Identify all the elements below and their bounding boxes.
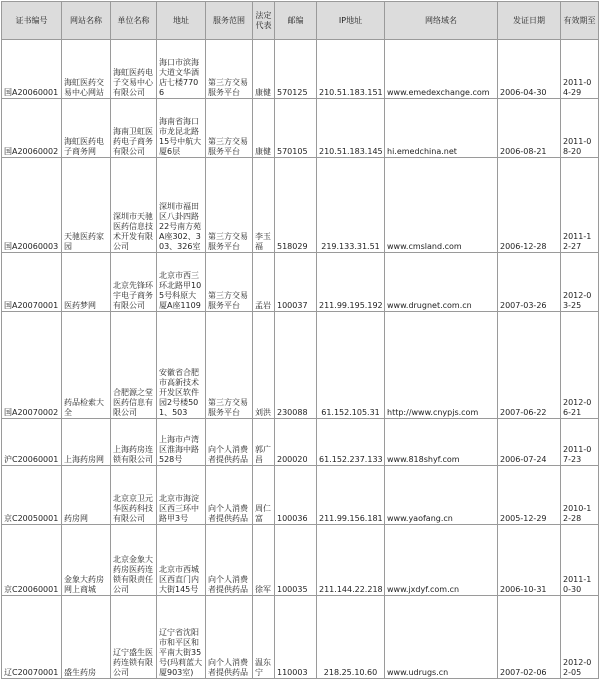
cell-company: 北京金象大药房医药连锁有限责任公司 (111, 525, 157, 596)
cell-legal-rep: 徐军 (253, 525, 275, 596)
cell-zip: 100037 (275, 253, 317, 312)
cell-scope: 向个人消费者提供药品 (206, 466, 253, 525)
table-row (2, 596, 599, 679)
col-header-company: 单位名称 (111, 2, 157, 40)
cell-domain: www.drugnet.com.cn (385, 253, 498, 312)
cell-valid-until: 2012-02-05 (561, 596, 599, 679)
cell-company: 合肥源之堂医药信息有限公司 (111, 312, 157, 419)
cell-legal-rep: 温东宁 (253, 596, 275, 679)
cell-zip: 570125 (275, 40, 317, 99)
cell-company: 北京京卫元华医药科技有限公司 (111, 466, 157, 525)
cell-zip: 100036 (275, 466, 317, 525)
col-header-valid-until: 有效期至 (561, 2, 599, 40)
cell-cert-no: 国A20060003 (2, 158, 62, 253)
table-row (2, 525, 599, 596)
cell-zip: 110003 (275, 596, 317, 679)
table-row (2, 419, 599, 466)
cell-issue-date: 2006-04-30 (498, 40, 561, 99)
cell-site-name: 盛生药房 (62, 596, 111, 679)
cell-company: 海虹医药电子交易中心有限公司 (111, 40, 157, 99)
cell-address: 海南省海口市龙昆北路15号中航大厦6层 (157, 99, 206, 158)
cell-domain: www.jxdyf.com.cn (385, 525, 498, 596)
table-row (2, 158, 599, 253)
cell-scope: 向个人消费者提供药品 (206, 419, 253, 466)
cell-legal-rep: 康健 (253, 40, 275, 99)
cell-valid-until: 2011-07-23 (561, 419, 599, 466)
cell-site-name: 海虹医药电子商务网 (62, 99, 111, 158)
cell-legal-rep: 孟岩 (253, 253, 275, 312)
cell-zip: 230088 (275, 312, 317, 419)
certificate-table (1, 1, 599, 679)
cell-valid-until: 2011-08-20 (561, 99, 599, 158)
cell-address: 辽宁省沈阳市和平区和平南大街35号(玛莉蓝大厦903室) (157, 596, 206, 679)
cell-company: 深圳市天驰医药信息技术开发有限公司 (111, 158, 157, 253)
cell-site-name: 海虹医药交易中心网站 (62, 40, 111, 99)
cell-site-name: 药房网 (62, 466, 111, 525)
cell-zip: 518029 (275, 158, 317, 253)
cell-issue-date: 2006-08-21 (498, 99, 561, 158)
cell-domain: www.818shyf.com (385, 419, 498, 466)
cell-legal-rep: 刘洪 (253, 312, 275, 419)
cell-issue-date: 2006-07-24 (498, 419, 561, 466)
cell-scope: 第三方交易服务平台 (206, 158, 253, 253)
cell-address: 北京市海淀区西三环中路甲3号 (157, 466, 206, 525)
cell-zip: 100035 (275, 525, 317, 596)
table-row (2, 312, 599, 419)
cell-ip: 219.133.31.51 (317, 158, 385, 253)
cell-legal-rep: 李玉福 (253, 158, 275, 253)
cell-scope: 第三方交易服务平台 (206, 99, 253, 158)
cell-issue-date: 2006-10-31 (498, 525, 561, 596)
cell-domain: www.udrugs.cn (385, 596, 498, 679)
cell-address: 海口市滨海大道文华酒店七楼7706 (157, 40, 206, 99)
col-header-legal-rep: 法定代表 (253, 2, 275, 40)
cell-scope: 第三方交易服务平台 (206, 312, 253, 419)
cell-issue-date: 2006-12-28 (498, 158, 561, 253)
cell-company: 北京先锋环宇电子商务有限公司 (111, 253, 157, 312)
col-header-domain: 网络域名 (385, 2, 498, 40)
cell-cert-no: 国A20060001 (2, 40, 62, 99)
cell-domain: hi.emedchina.net (385, 99, 498, 158)
cell-scope: 向个人消费者提供药品 (206, 525, 253, 596)
cell-address: 北京市西城区西直门内大街145号 (157, 525, 206, 596)
cell-ip: 61.152.237.133 (317, 419, 385, 466)
cell-ip: 211.99.195.192 (317, 253, 385, 312)
cell-cert-no: 京C20050001 (2, 466, 62, 525)
header-row (2, 2, 599, 40)
cell-zip: 570105 (275, 99, 317, 158)
cell-ip: 218.25.10.60 (317, 596, 385, 679)
col-header-zip: 邮编 (275, 2, 317, 40)
cell-domain: www.cmsland.com (385, 158, 498, 253)
cell-legal-rep: 周仁富 (253, 466, 275, 525)
cell-company: 海南卫虹医药电子商务有限公司 (111, 99, 157, 158)
cell-site-name: 金象大药房网上商城 (62, 525, 111, 596)
cell-domain: www.yaofang.cn (385, 466, 498, 525)
cell-valid-until: 2010-12-28 (561, 466, 599, 525)
table-row (2, 40, 599, 99)
table-row (2, 99, 599, 158)
cell-valid-until: 2012-03-25 (561, 253, 599, 312)
cell-site-name: 上海药房网 (62, 419, 111, 466)
cell-cert-no: 辽C20070001 (2, 596, 62, 679)
table-row (2, 253, 599, 312)
col-header-address: 地址 (157, 2, 206, 40)
cell-zip: 200020 (275, 419, 317, 466)
cell-scope: 向个人消费者提供药品 (206, 596, 253, 679)
cell-valid-until: 2011-10-30 (561, 525, 599, 596)
cell-ip: 210.51.183.145 (317, 99, 385, 158)
col-header-ip: IP地址 (317, 2, 385, 40)
col-header-issue-date: 发证日期 (498, 2, 561, 40)
cell-domain: http://www.cnypjs.com (385, 312, 498, 419)
cell-address: 北京市西三环北路甲105号科原大厦A座1109 (157, 253, 206, 312)
cell-cert-no: 沪C20060001 (2, 419, 62, 466)
cell-legal-rep: 康健 (253, 99, 275, 158)
cell-company: 辽宁盛生医药连锁有限公司 (111, 596, 157, 679)
cell-site-name: 医药梦网 (62, 253, 111, 312)
table-row (2, 466, 599, 525)
cell-valid-until: 2011-12-27 (561, 158, 599, 253)
cell-domain: www.emedexchange.com (385, 40, 498, 99)
cell-issue-date: 2005-12-29 (498, 466, 561, 525)
cell-ip: 211.99.156.181 (317, 466, 385, 525)
cell-cert-no: 国A20060002 (2, 99, 62, 158)
cell-valid-until: 2011-04-29 (561, 40, 599, 99)
cell-legal-rep: 郭广昌 (253, 419, 275, 466)
cell-address: 深圳市福田区八卦四路22号南方苑A座302、303、326室 (157, 158, 206, 253)
cell-ip: 211.144.22.218 (317, 525, 385, 596)
cell-issue-date: 2007-02-06 (498, 596, 561, 679)
cell-address: 安徽省合肥市高新技术开发区软件园2号楼501、503 (157, 312, 206, 419)
cell-cert-no: 国A20070001 (2, 253, 62, 312)
cell-site-name: 药品检索大全 (62, 312, 111, 419)
cell-issue-date: 2007-06-22 (498, 312, 561, 419)
cell-scope: 第三方交易服务平台 (206, 40, 253, 99)
cell-ip: 210.51.183.151 (317, 40, 385, 99)
cell-issue-date: 2007-03-26 (498, 253, 561, 312)
cell-valid-until: 2012-06-21 (561, 312, 599, 419)
cell-scope: 第三方交易服务平台 (206, 253, 253, 312)
col-header-cert-no: 证书编号 (2, 2, 62, 40)
col-header-scope: 服务范围 (206, 2, 253, 40)
cell-address: 上海市卢湾区淮海中路528号 (157, 419, 206, 466)
cell-cert-no: 京C20060001 (2, 525, 62, 596)
cell-cert-no: 国A20070002 (2, 312, 62, 419)
col-header-site-name: 网站名称 (62, 2, 111, 40)
cell-ip: 61.152.105.31 (317, 312, 385, 419)
cell-company: 上海药房连锁有限公司 (111, 419, 157, 466)
cell-site-name: 天驰医药家园 (62, 158, 111, 253)
